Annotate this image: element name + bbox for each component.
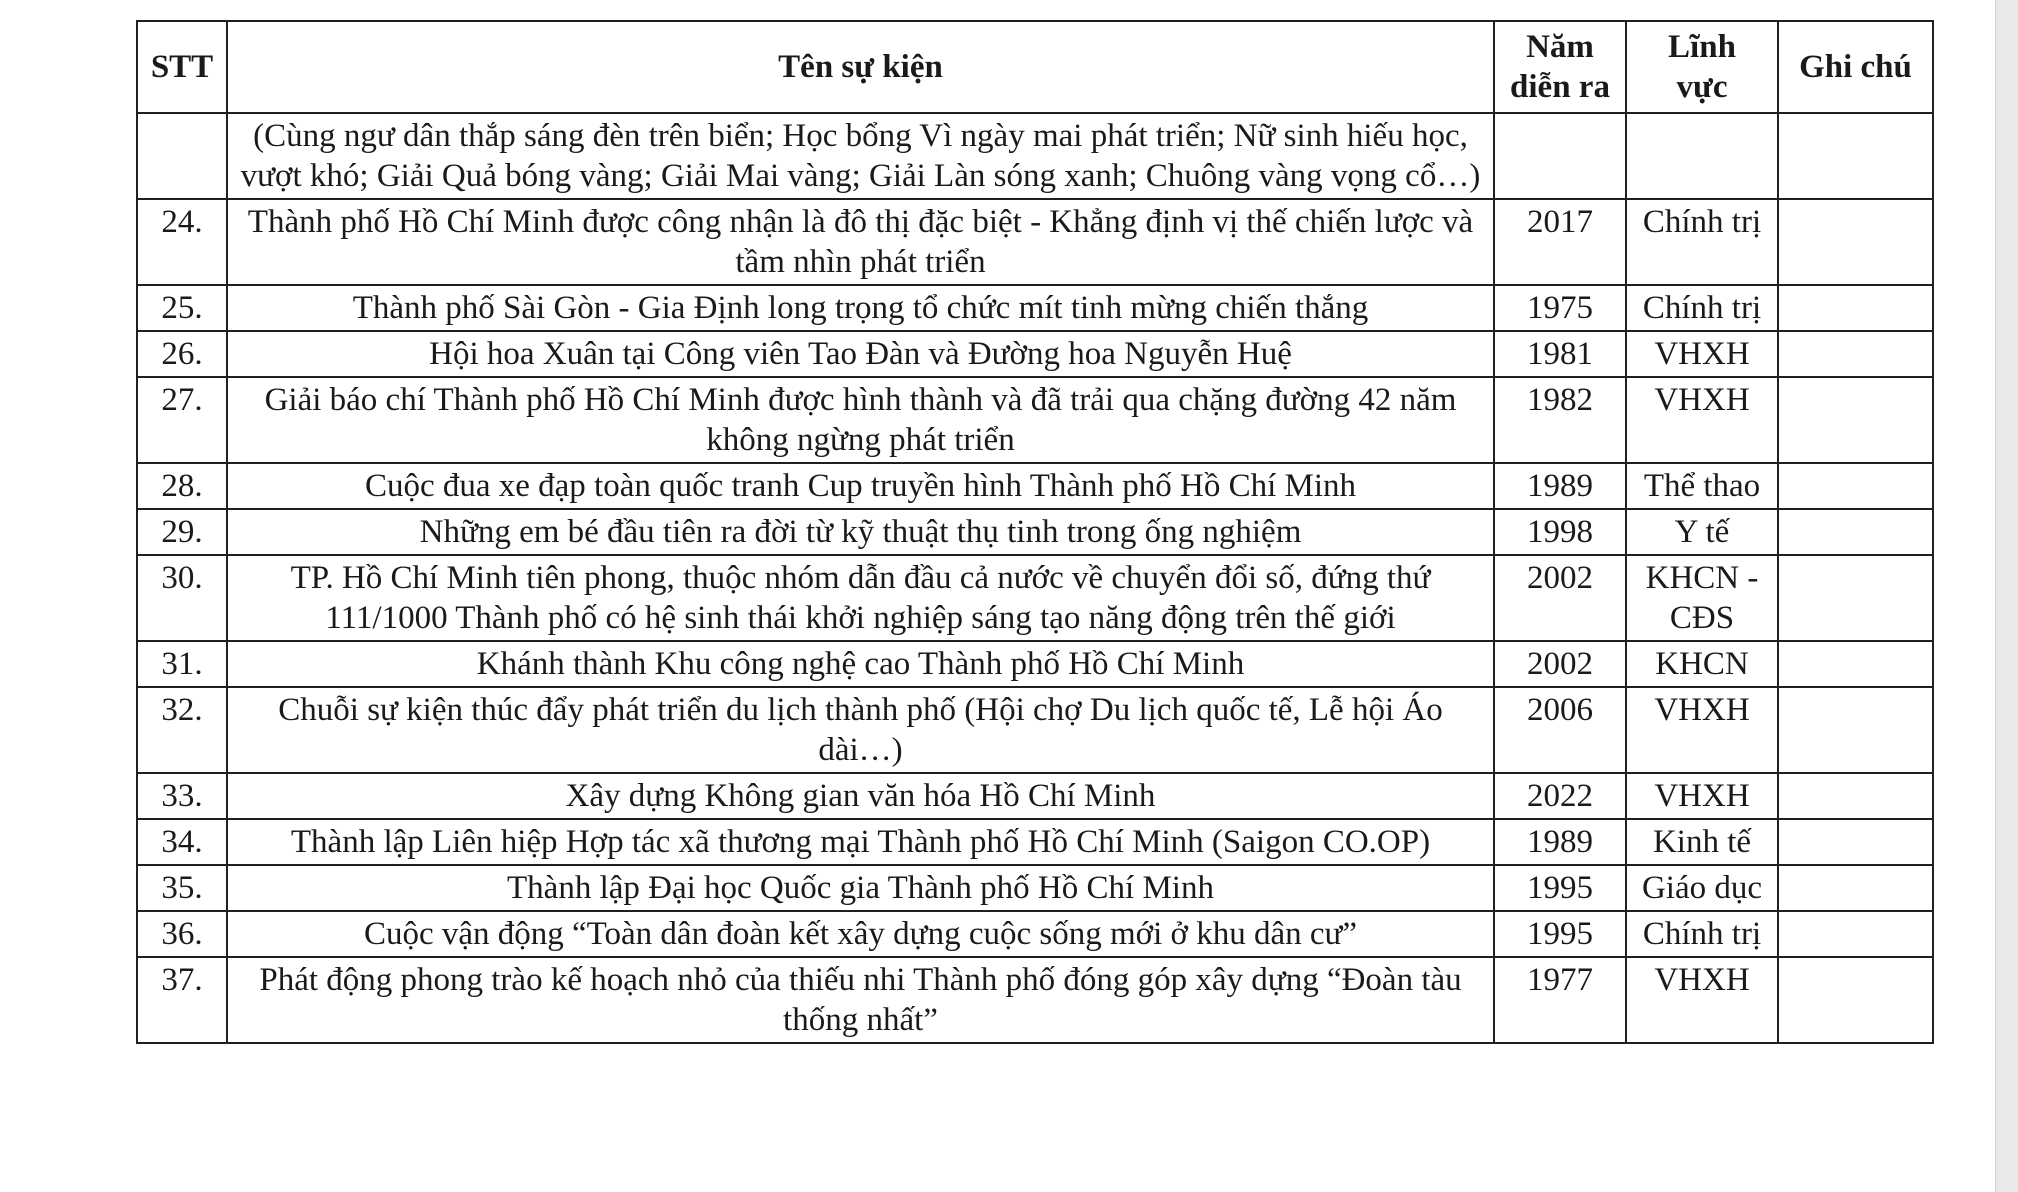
cell-year: 1989 — [1494, 819, 1626, 865]
cell-note — [1778, 199, 1933, 285]
cell-stt — [137, 113, 227, 199]
cell-year: 1995 — [1494, 865, 1626, 911]
header-note: Ghi chú — [1778, 21, 1933, 113]
header-field-line1: Lĩnh — [1668, 29, 1736, 65]
cell-year: 1975 — [1494, 285, 1626, 331]
cell-event-name: Thành phố Sài Gòn - Gia Định long trọng tổ chức mít tinh mừng chiến thắng — [227, 285, 1494, 331]
cell-field: Chính trị — [1626, 285, 1778, 331]
cell-event-name: Thành lập Đại học Quốc gia Thành phố Hồ Chí Minh — [227, 865, 1494, 911]
header-event-name: Tên sự kiện — [227, 21, 1494, 113]
cell-stt: 31. — [137, 641, 227, 687]
cell-field: VHXH — [1626, 773, 1778, 819]
table-row — [137, 463, 1933, 509]
cell-stt: 26. — [137, 331, 227, 377]
table-row — [137, 331, 1933, 377]
cell-field: Y tế — [1626, 509, 1778, 555]
cell-year — [1494, 113, 1626, 199]
table-row — [137, 819, 1933, 865]
cell-field: VHXH — [1626, 687, 1778, 773]
cell-stt: 32. — [137, 687, 227, 773]
cell-event-name: Khánh thành Khu công nghệ cao Thành phố Hồ Chí Minh — [227, 641, 1494, 687]
table-row — [137, 641, 1933, 687]
cell-event-name: Phát động phong trào kế hoạch nhỏ của thiếu nhi Thành phố đóng góp xây dựng “Đoàn tàu thống nhất” — [227, 957, 1494, 1043]
cell-note — [1778, 113, 1933, 199]
cell-note — [1778, 555, 1933, 641]
cell-field: KHCN - CĐS — [1626, 555, 1778, 641]
cell-field: Chính trị — [1626, 911, 1778, 957]
cell-stt: 35. — [137, 865, 227, 911]
events-table — [136, 20, 1934, 1044]
cell-note — [1778, 377, 1933, 463]
cell-stt: 34. — [137, 819, 227, 865]
cell-note — [1778, 641, 1933, 687]
header-year-line1: Năm — [1526, 29, 1594, 65]
header-stt: STT — [137, 21, 227, 113]
table-row — [137, 509, 1933, 555]
cell-event-name: (Cùng ngư dân thắp sáng đèn trên biển; Học bổng Vì ngày mai phát triển; Nữ sinh hiếu học, vượt khó; Giải Quả bóng vàng; Giải Mai vàng; Giải Làn sóng xanh; Chuông vàng vọng cổ…) — [227, 113, 1494, 199]
table-row — [137, 865, 1933, 911]
table-row — [137, 957, 1933, 1043]
cell-field: VHXH — [1626, 957, 1778, 1043]
cell-year: 2022 — [1494, 773, 1626, 819]
table-row — [137, 773, 1933, 819]
cell-field: VHXH — [1626, 377, 1778, 463]
cell-year: 2002 — [1494, 641, 1626, 687]
cell-event-name: Xây dựng Không gian văn hóa Hồ Chí Minh — [227, 773, 1494, 819]
header-field-line2: vực — [1676, 69, 1728, 105]
cell-note — [1778, 687, 1933, 773]
cell-year: 2017 — [1494, 199, 1626, 285]
cell-year: 1982 — [1494, 377, 1626, 463]
cell-event-name: Giải báo chí Thành phố Hồ Chí Minh được hình thành và đã trải qua chặng đường 42 năm không ngừng phát triển — [227, 377, 1494, 463]
table-row — [137, 199, 1933, 285]
cell-field — [1626, 113, 1778, 199]
window-edge — [1995, 0, 2018, 1192]
cell-note — [1778, 865, 1933, 911]
cell-field: Chính trị — [1626, 199, 1778, 285]
cell-field: Kinh tế — [1626, 819, 1778, 865]
cell-year: 2002 — [1494, 555, 1626, 641]
cell-field: Thể thao — [1626, 463, 1778, 509]
cell-year: 1977 — [1494, 957, 1626, 1043]
cell-stt: 37. — [137, 957, 227, 1043]
table-row — [137, 377, 1933, 463]
cell-field: KHCN — [1626, 641, 1778, 687]
cell-note — [1778, 773, 1933, 819]
cell-note — [1778, 957, 1933, 1043]
cell-note — [1778, 911, 1933, 957]
cell-field: Giáo dục — [1626, 865, 1778, 911]
cell-stt: 36. — [137, 911, 227, 957]
cell-event-name: TP. Hồ Chí Minh tiên phong, thuộc nhóm dẫn đầu cả nước về chuyển đổi số, đứng thứ 111/1000 Thành phố có hệ sinh thái khởi nghiệp sáng tạo năng động trên thế giới — [227, 555, 1494, 641]
cell-year: 1995 — [1494, 911, 1626, 957]
table-header — [137, 21, 1933, 113]
cell-year: 2006 — [1494, 687, 1626, 773]
cell-event-name: Thành lập Liên hiệp Hợp tác xã thương mại Thành phố Hồ Chí Minh (Saigon CO.OP) — [227, 819, 1494, 865]
cell-stt: 30. — [137, 555, 227, 641]
table-row — [137, 555, 1933, 641]
cell-stt: 33. — [137, 773, 227, 819]
cell-event-name: Hội hoa Xuân tại Công viên Tao Đàn và Đường hoa Nguyễn Huệ — [227, 331, 1494, 377]
cell-field: VHXH — [1626, 331, 1778, 377]
cell-year: 1981 — [1494, 331, 1626, 377]
header-year-line2: diễn ra — [1510, 69, 1610, 105]
cell-stt: 29. — [137, 509, 227, 555]
cell-event-name: Những em bé đầu tiên ra đời từ kỹ thuật thụ tinh trong ống nghiệm — [227, 509, 1494, 555]
cell-stt: 24. — [137, 199, 227, 285]
table-row — [137, 285, 1933, 331]
cell-note — [1778, 819, 1933, 865]
cell-stt: 28. — [137, 463, 227, 509]
cell-stt: 27. — [137, 377, 227, 463]
cell-note — [1778, 463, 1933, 509]
cell-event-name: Thành phố Hồ Chí Minh được công nhận là đô thị đặc biệt - Khẳng định vị thế chiến lược và tầm nhìn phát triển — [227, 199, 1494, 285]
cell-event-name: Cuộc đua xe đạp toàn quốc tranh Cup truyền hình Thành phố Hồ Chí Minh — [227, 463, 1494, 509]
cell-note — [1778, 331, 1933, 377]
cell-year: 1989 — [1494, 463, 1626, 509]
cell-note — [1778, 285, 1933, 331]
table-row — [137, 687, 1933, 773]
header-row — [137, 21, 1933, 113]
cell-note — [1778, 509, 1933, 555]
cell-stt: 25. — [137, 285, 227, 331]
table-row — [137, 113, 1933, 199]
table-row — [137, 911, 1933, 957]
header-year — [1494, 21, 1626, 113]
cell-year: 1998 — [1494, 509, 1626, 555]
cell-event-name: Chuỗi sự kiện thúc đẩy phát triển du lịch thành phố (Hội chợ Du lịch quốc tế, Lễ hội Áo dài…) — [227, 687, 1494, 773]
cell-event-name: Cuộc vận động “Toàn dân đoàn kết xây dựng cuộc sống mới ở khu dân cư” — [227, 911, 1494, 957]
header-field — [1626, 21, 1778, 113]
table-body — [137, 113, 1933, 1043]
